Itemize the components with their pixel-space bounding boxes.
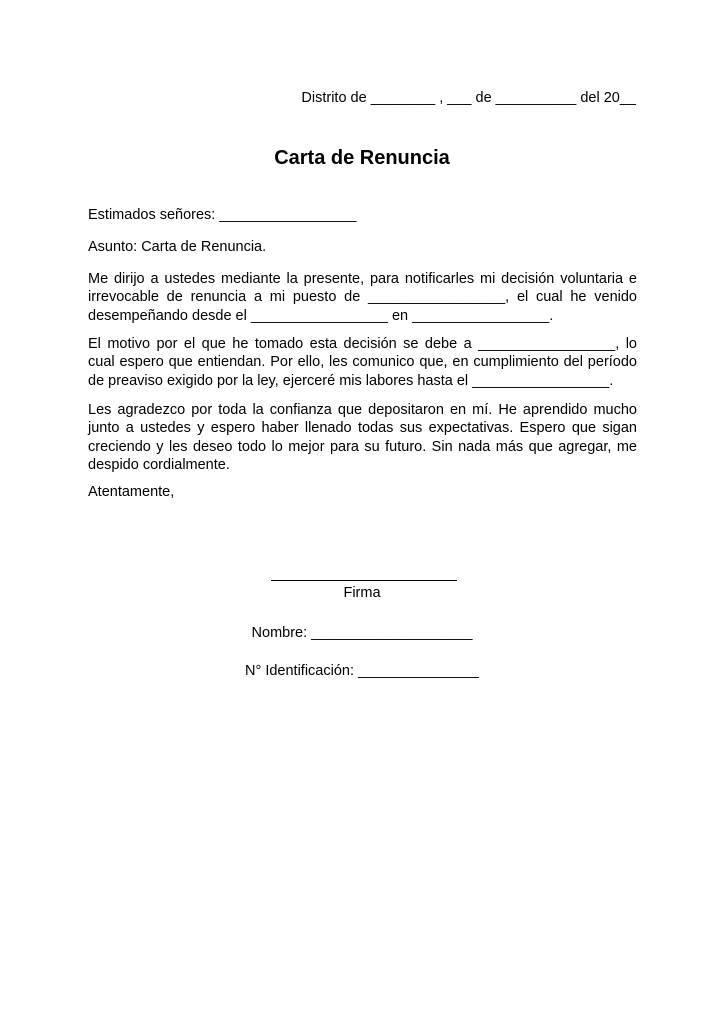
paragraph-notification bbox=[88, 270, 637, 325]
paragraph-line: Me dirijo a ustedes mediante la presente, para notificarles mi decisión voluntaria e bbox=[88, 271, 637, 287]
paragraph-line: Les agradezco por toda la confianza que depositaron en mí. He aprendido mucho bbox=[88, 402, 637, 418]
name-field-line: Nombre: ____________________ bbox=[251, 625, 473, 641]
letter-title: Carta de Renuncia bbox=[274, 147, 450, 169]
subject-line: Asunto: Carta de Renuncia. bbox=[88, 239, 267, 255]
identification-field-line: N° Identificación: _______________ bbox=[245, 663, 479, 679]
paragraph-line: desempeñando desde el _________________ en _________________. bbox=[88, 307, 554, 324]
paragraph-reason bbox=[88, 335, 637, 390]
date-line: Distrito de ________ , ___ de __________ del 20__ bbox=[301, 90, 636, 106]
paragraph-line: junto a ustedes y espero haber llenado todas sus expectativas. Espero que sigan bbox=[88, 420, 637, 437]
paragraph-line: despido cordialmente. bbox=[88, 456, 230, 473]
paragraph-line: El motivo por el que he tomado esta decisión se debe a _________________, lo bbox=[88, 336, 637, 352]
paragraph-thanks bbox=[88, 401, 637, 474]
closing-line: Atentamente, bbox=[88, 484, 175, 500]
paragraph-line: cual espero que entiendan. Por ello, les comunico que, en cumplimiento del período bbox=[88, 354, 637, 371]
signature-line bbox=[271, 580, 457, 581]
paragraph-line: irrevocable de renuncia a mi puesto de _________________, el cual he venido bbox=[88, 289, 637, 306]
paragraph-line: creciendo y les deseo todo lo mejor para su futuro. Sin nada más que agregar, me bbox=[88, 438, 637, 455]
greeting-line: Estimados señores: _________________ bbox=[88, 207, 357, 223]
paragraph-line: de preaviso exigido por la ley, ejerceré mis labores hasta el _________________. bbox=[88, 372, 614, 389]
signature-label: Firma bbox=[343, 585, 381, 601]
